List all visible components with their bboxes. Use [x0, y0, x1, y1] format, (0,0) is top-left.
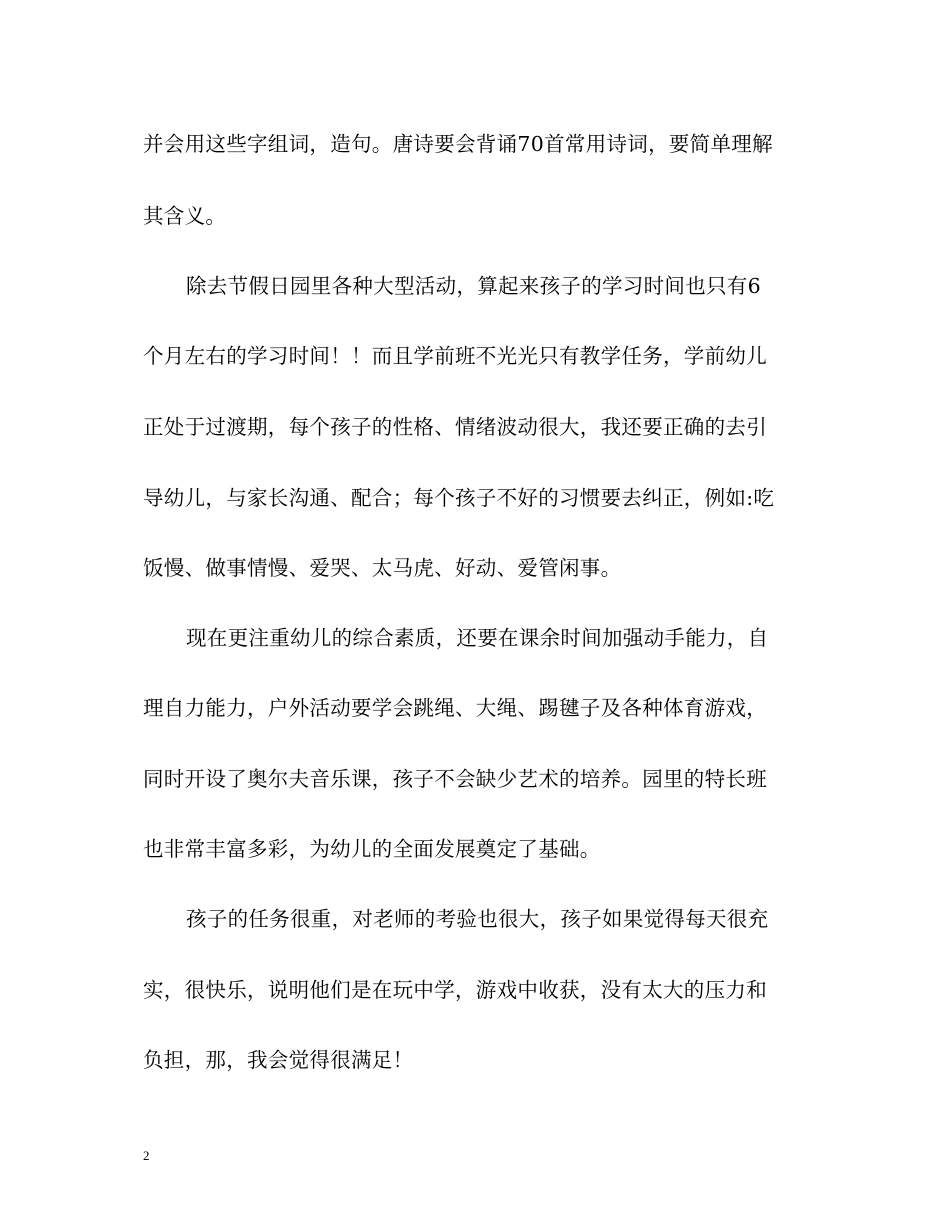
text-line: 理自力能力，户外活动要学会跳绳、大绳、踢毽子及各种体育游戏，	[143, 696, 767, 720]
text-line: 同时开设了奥尔夫音乐课，孩子不会缺少艺术的培养。园里的特长班	[143, 767, 767, 791]
page-number: 2	[143, 1148, 150, 1163]
paragraph-start-line: 除去节假日园里各种大型活动，算起来孩子的学习时间也只有6	[186, 274, 761, 298]
text-line: 并会用这些字组词，造句。唐诗要会背诵70首常用诗词，要简单理解	[143, 132, 773, 156]
paragraph-start-line: 现在更注重幼儿的综合素质，还要在课余时间加强动手能力，自	[186, 626, 769, 650]
text-line: 正处于过渡期，每个孩子的性格、情绪波动很大，我还要正确的去引	[143, 415, 767, 439]
paragraph-start-line: 孩子的任务很重，对老师的考验也很大，孩子如果觉得每天很充	[186, 907, 769, 931]
text-line: 负担，那，我会觉得很满足！	[143, 1048, 414, 1072]
text-line: 实，很快乐，说明他们是在玩中学，游戏中收获，没有太大的压力和	[143, 978, 767, 1002]
text-line: 也非常丰富多彩，为幼儿的全面发展奠定了基础。	[143, 837, 601, 861]
text-line: 其含义。	[143, 204, 227, 228]
text-line: 饭慢、做事情慢、爱哭、太马虎、好动、爱管闲事。	[143, 556, 622, 580]
text-line: 个月左右的学习时间！！而且学前班不光光只有教学任务，学前幼儿	[143, 344, 767, 368]
text-line: 导幼儿，与家长沟通、配合；每个孩子不好的习惯要去纠正，例如:吃	[143, 486, 775, 510]
